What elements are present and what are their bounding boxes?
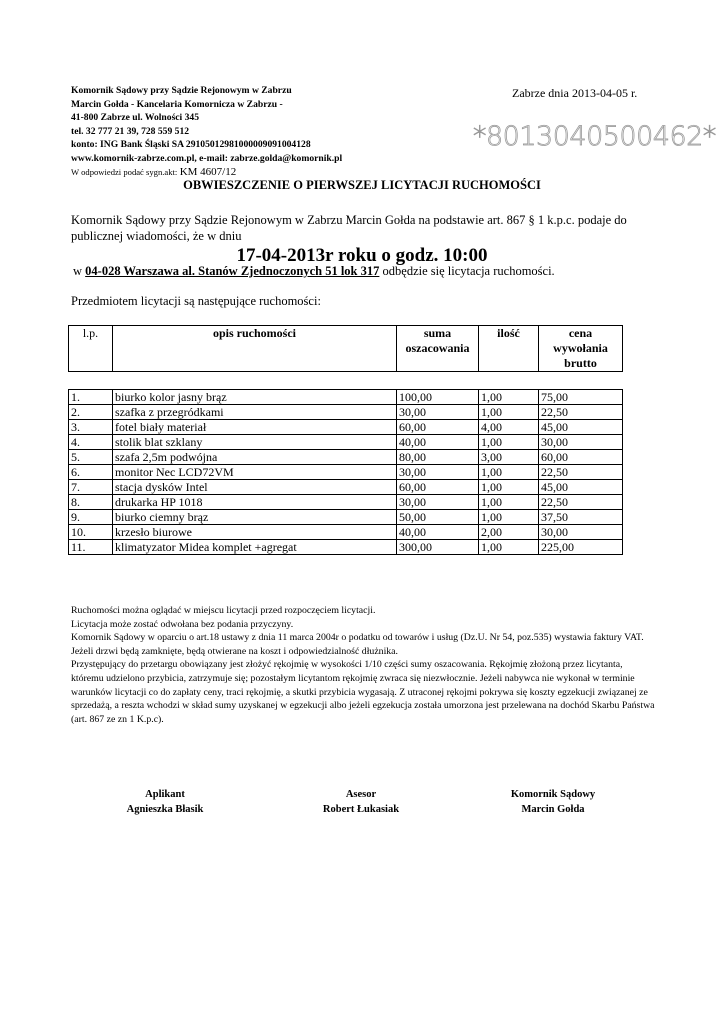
table-row	[69, 420, 623, 435]
cell-quantity: 1,00	[479, 390, 539, 405]
header-line: Komornik Sądowy przy Sądzie Rejonowym w Zabrzu	[71, 85, 292, 96]
table-row	[69, 465, 623, 480]
header-price: cena wywołania brutto	[539, 326, 623, 372]
cell-price: 22,50	[539, 495, 623, 510]
address-suffix: odbędzie się licytacja ruchomości.	[382, 264, 555, 278]
note-line: Jeżeli drzwi będą zamknięte, będą otwierane na koszt i odpowiedzialność dłużnika.	[71, 645, 398, 657]
header-line: konto: ING Bank Śląski SA 29105012981000009091004128	[71, 139, 311, 151]
cell-quantity: 3,00	[479, 450, 539, 465]
signature-name: Agnieszka Błasik	[126, 804, 204, 815]
cell-quantity: 1,00	[479, 465, 539, 480]
cell-lp: 10.	[69, 525, 113, 540]
cell-price: 75,00	[539, 390, 623, 405]
header-description: opis ruchomości	[113, 326, 397, 372]
cell-lp: 8.	[69, 495, 113, 510]
table-row	[69, 510, 623, 525]
cell-price: 60,00	[539, 450, 623, 465]
cell-valuation: 60,00	[397, 480, 479, 495]
header-quantity: ilość	[479, 326, 539, 372]
cell-quantity: 1,00	[479, 540, 539, 555]
note-line: Ruchomości można oglądać w miejscu licytacji przed rozpoczęciem licytacji.	[71, 605, 376, 616]
table-row	[69, 495, 623, 510]
table-row	[69, 480, 623, 495]
document-title: OBWIESZCZENIE O PIERWSZEJ LICYTACJI RUCHOMOŚCI	[183, 178, 541, 192]
cell-price: 30,00	[539, 525, 623, 540]
header-line: 41-800 Zabrze ul. Wolności 345	[71, 112, 200, 124]
cell-lp: 3.	[69, 420, 113, 435]
signature-asesor	[276, 787, 446, 817]
cell-quantity: 1,00	[479, 405, 539, 420]
cell-quantity: 1,00	[479, 495, 539, 510]
signature-komornik	[468, 787, 638, 817]
cell-price: 22,50	[539, 405, 623, 420]
header-line: www.komornik-zabrze.com.pl, e-mail: zabrze.golda@komornik.pl	[71, 152, 343, 164]
cell-valuation: 300,00	[397, 540, 479, 555]
cell-lp: 6.	[69, 465, 113, 480]
cell-lp: 9.	[69, 510, 113, 525]
cell-valuation: 80,00	[397, 450, 479, 465]
cell-valuation: 40,00	[397, 525, 479, 540]
note-line: Przystępujący do przetargu obowiązany jest złożyć rękojmię w wysokości 1/10 części sumy oszacowania. Rękojmię złożoną przez licytanta, któremu udzielono przybicia, zatrzymuje się; pozostałym licytantom rękojmię zwraca się niezwłocznie. Jeżeli nabywca nie wykonał w terminie warunków licytacji co do zapłaty ceny, traci rękojmię, a skutki przybicia wygasają. Z utraconej rękojmi pokrywa się koszty egzekucji związanej ze sprzedażą, a reszta wchodzi w skład sumy uzyskanej w egzekucji albo jeżeli egzekucja została umorzona jest przelewana na dochód Skarbu Państwa (art. 867 ze zn 1 K.p.c).	[71, 659, 655, 725]
table-row	[69, 540, 623, 555]
case-reference-label: W odpowiedzi podać sygn.akt:	[71, 166, 178, 177]
cell-quantity: 1,00	[479, 510, 539, 525]
cell-price: 45,00	[539, 420, 623, 435]
signature-role: Asesor	[345, 789, 377, 800]
cell-valuation: 60,00	[397, 420, 479, 435]
cell-description: klimatyzator Midea komplet +agregat	[113, 540, 397, 555]
header-line: Marcin Gołda - Kancelaria Komornicza w Zabrzu -	[71, 98, 283, 110]
cell-valuation: 50,00	[397, 510, 479, 525]
cell-lp: 5.	[69, 450, 113, 465]
cell-price: 45,00	[539, 480, 623, 495]
cell-description: biurko kolor jasny brąz	[113, 390, 397, 405]
cell-description: monitor Nec LCD72VM	[113, 465, 397, 480]
header-lp: l.p.	[69, 326, 113, 372]
cell-lp: 2.	[69, 405, 113, 420]
note-line: Licytacja może zostać odwołana bez podania przyczyny.	[71, 618, 294, 630]
cell-description: stolik blat szklany	[113, 435, 397, 450]
cell-quantity: 2,00	[479, 525, 539, 540]
bailiff-header	[71, 84, 342, 179]
cell-quantity: 1,00	[479, 435, 539, 450]
cell-lp: 11.	[69, 540, 113, 555]
header-line: tel. 32 777 21 39, 728 559 512	[71, 125, 190, 137]
cell-valuation: 30,00	[397, 495, 479, 510]
signature-aplikant	[80, 787, 250, 817]
cell-description: drukarka HP 1018	[113, 495, 397, 510]
cell-description: fotel biały materiał	[113, 420, 397, 435]
address-prefix: w	[73, 264, 83, 278]
cell-description: szafka z przegródkami	[113, 405, 397, 420]
note-line: Komornik Sądowy w oparciu o art.18 ustawy z dnia 11 marca 2004r o podatku od towarów i usług (Dz.U. Nr 54, poz.535) wystawia faktury VAT.	[71, 632, 644, 644]
auction-notes	[71, 604, 657, 726]
cell-description: stacja dysków Intel	[113, 480, 397, 495]
cell-valuation: 100,00	[397, 390, 479, 405]
items-table-header	[68, 325, 623, 372]
table-row	[69, 435, 623, 450]
signature-name: Robert Łukasiak	[322, 804, 400, 815]
cell-price: 22,50	[539, 465, 623, 480]
city-date: Zabrze dnia 2013-04-05 r.	[512, 86, 638, 100]
address-location: 04-028 Warszawa al. Stanów Zjednoczonych 51 lok 317	[85, 264, 380, 278]
auction-datetime: 17-04-2013r roku o godz. 10:00	[236, 245, 488, 266]
header-valuation: suma oszacowania	[397, 326, 479, 372]
case-reference-number: KM 4607/12	[179, 165, 237, 178]
cell-valuation: 30,00	[397, 405, 479, 420]
cell-price: 37,50	[539, 510, 623, 525]
table-row	[69, 450, 623, 465]
signature-name: Marcin Gołda	[521, 804, 585, 815]
cell-lp: 1.	[69, 390, 113, 405]
cell-price: 225,00	[539, 540, 623, 555]
cell-quantity: 1,00	[479, 480, 539, 495]
items-table	[68, 389, 623, 555]
cell-lp: 7.	[69, 480, 113, 495]
cell-quantity: 4,00	[479, 420, 539, 435]
intro-paragraph: Komornik Sądowy przy Sądzie Rejonowym w Zabrzu Marcin Gołda na podstawie art. 867 § 1 k.p.c. podaje do publicznej wiadomości, że w dniu	[71, 213, 627, 243]
cell-valuation: 30,00	[397, 465, 479, 480]
subject-text: Przedmiotem licytacji są następujące ruchomości:	[71, 294, 321, 308]
cell-lp: 4.	[69, 435, 113, 450]
barcode-stamp: *8013040500462*	[473, 121, 716, 152]
cell-valuation: 40,00	[397, 435, 479, 450]
auction-address	[73, 264, 555, 279]
signature-role: Aplikant	[145, 789, 185, 800]
table-row	[69, 525, 623, 540]
signature-role: Komornik Sądowy	[510, 789, 596, 800]
cell-description: biurko ciemny brąz	[113, 510, 397, 525]
cell-price: 30,00	[539, 435, 623, 450]
table-row	[69, 405, 623, 420]
cell-description: szafa 2,5m podwójna	[113, 450, 397, 465]
cell-description: krzesło biurowe	[113, 525, 397, 540]
table-row	[69, 390, 623, 405]
